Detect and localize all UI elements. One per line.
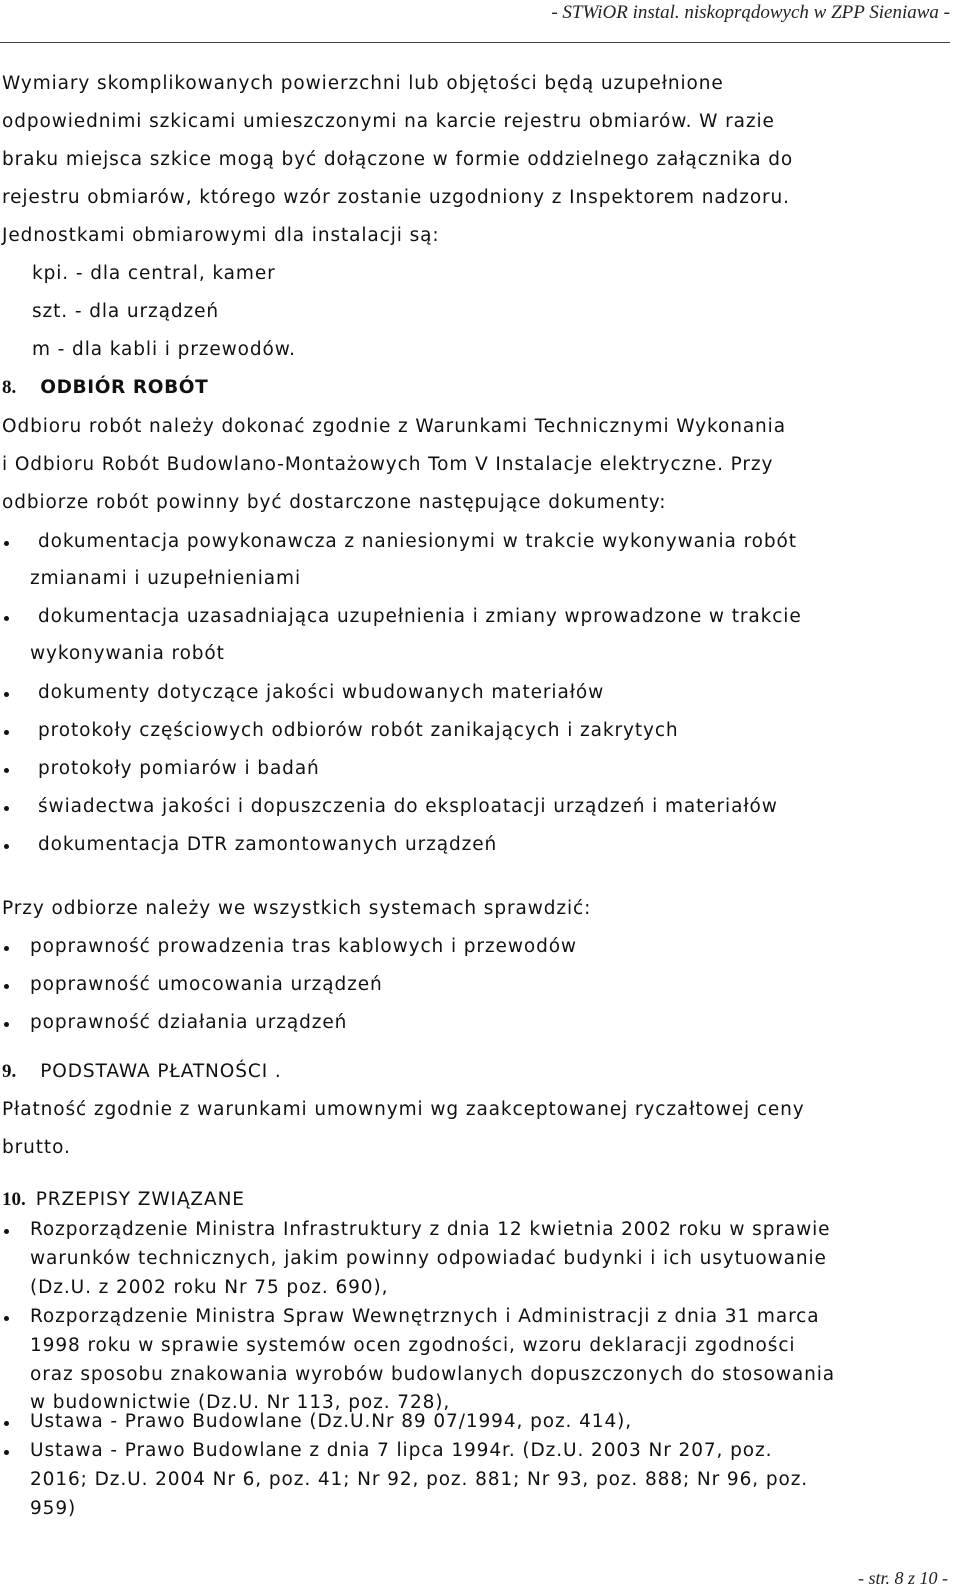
- unit-item: szt. - dla urządzeń: [32, 301, 220, 322]
- bullet-icon: [4, 1229, 9, 1234]
- regulation-item: Rozporządzenie Ministra Infrastruktury z dnia 12 kwietnia 2002 roku w sprawie: [30, 1219, 831, 1240]
- section-heading-8: [2, 376, 208, 400]
- page-header: - STWiOR instal. niskoprądowych w ZPP Sieniawa -: [551, 2, 950, 23]
- bullet-icon: [4, 541, 9, 546]
- section-number: 9.: [2, 1061, 17, 1082]
- regulation-item-cont: oraz sposobu znakowania wyrobów budowlanych dopuszczonych do stosowania: [30, 1364, 836, 1385]
- regulation-item: Ustawa - Prawo Budowlane (Dz.U.Nr 89 07/1994, poz. 414),: [30, 1411, 633, 1432]
- bullet-icon: [4, 730, 9, 735]
- document-item: dokumentacja DTR zamontowanych urządzeń: [38, 834, 498, 855]
- document-item: świadectwa jakości i dopuszczenia do eksploatacji urządzeń i materiałów: [38, 796, 778, 817]
- intro-line: odpowiednimi szkicami umieszczonymi na karcie rejestru obmiarów. W razie: [2, 111, 775, 132]
- section8-para-line: odbiorze robót powinny być dostarczone następujące dokumenty:: [2, 492, 667, 513]
- unit-item: m - dla kabli i przewodów.: [32, 339, 296, 360]
- bullet-icon: [4, 616, 9, 621]
- section-title: ODBIÓR ROBÓT: [40, 377, 209, 398]
- regulation-item: Rozporządzenie Ministra Spraw Wewnętrznych i Administracji z dnia 31 marca: [30, 1306, 820, 1327]
- document-item: protokoły częściowych odbiorów robót zanikających i zakrytych: [38, 720, 679, 741]
- regulation-item-cont: (Dz.U. z 2002 roku Nr 75 poz. 690),: [30, 1277, 389, 1298]
- check-intro: Przy odbiorze należy we wszystkich systemach sprawdzić:: [2, 898, 592, 919]
- document-item-cont: zmianami i uzupełnieniami: [30, 568, 301, 589]
- bullet-icon: [4, 692, 9, 697]
- unit-item: kpi. - dla central, kamer: [32, 263, 276, 284]
- section-number: 10.: [2, 1189, 26, 1210]
- section9-para-line: Płatność zgodnie z warunkami umownymi wg zaakceptowanej ryczałtowej ceny: [2, 1099, 805, 1120]
- document-item: dokumenty dotyczące jakości wbudowanych materiałów: [38, 682, 605, 703]
- document-item-cont: wykonywania robót: [30, 643, 225, 664]
- intro-line: braku miejsca szkice mogą być dołączone w formie oddzielnego załącznika do: [2, 149, 794, 170]
- document-item: dokumentacja powykonawcza z naniesionymi w trakcie wykonywania robót: [38, 531, 797, 552]
- regulation-item-cont: 959): [30, 1498, 77, 1519]
- header-rule: [0, 42, 950, 43]
- section-number: 8.: [2, 377, 17, 398]
- page-number: - str. 8 z 10 -: [857, 1568, 948, 1588]
- section8-para-line: Odbioru robót należy dokonać zgodnie z Warunkami Technicznymi Wykonania: [2, 416, 786, 437]
- intro-line: Wymiary skomplikowanych powierzchni lub objętości będą uzupełnione: [2, 73, 724, 94]
- regulation-item: Ustawa - Prawo Budowlane z dnia 7 lipca 1994r. (Dz.U. 2003 Nr 207, poz.: [30, 1440, 773, 1461]
- document-item: dokumentacja uzasadniająca uzupełnienia i zmiany wprowadzone w trakcie: [38, 606, 802, 627]
- check-item: poprawność działania urządzeń: [30, 1012, 348, 1033]
- bullet-icon: [4, 768, 9, 773]
- section-title: PODSTAWA PŁATNOŚCI .: [40, 1061, 282, 1082]
- bullet-icon: [4, 984, 9, 989]
- bullet-icon: [4, 844, 9, 849]
- section-heading-10: [2, 1188, 245, 1212]
- intro-line: Jednostkami obmiarowymi dla instalacji są:: [2, 225, 440, 246]
- bullet-icon: [4, 946, 9, 951]
- intro-line: rejestru obmiarów, którego wzór zostanie uzgodniony z Inspektorem nadzoru.: [2, 187, 790, 208]
- bullet-icon: [4, 1022, 9, 1027]
- regulation-item-cont: warunków technicznych, jakim powinny odpowiadać budynki i ich usytuowanie: [30, 1248, 827, 1269]
- section8-para-line: i Odbioru Robót Budowlano-Montażowych Tom V Instalacje elektryczne. Przy: [2, 454, 774, 475]
- bullet-icon: [4, 806, 9, 811]
- section9-para-line: brutto.: [2, 1137, 71, 1158]
- bullet-icon: [4, 1316, 9, 1321]
- regulation-item-cont: 2016; Dz.U. 2004 Nr 6, poz. 41; Nr 92, poz. 881; Nr 93, poz. 888; Nr 96, poz.: [30, 1469, 809, 1490]
- document-item: protokoły pomiarów i badań: [38, 758, 320, 779]
- section-heading-9: [2, 1060, 282, 1084]
- regulation-item-cont: w budownictwie (Dz.U. Nr 113, poz. 728),: [30, 1392, 451, 1413]
- bullet-icon: [4, 1421, 9, 1426]
- regulation-item-cont: 1998 roku w sprawie systemów ocen zgodności, wzoru deklaracji zgodności: [30, 1335, 796, 1356]
- check-item: poprawność umocowania urządzeń: [30, 974, 383, 995]
- check-item: poprawność prowadzenia tras kablowych i przewodów: [30, 936, 577, 957]
- section-title: PRZEPISY ZWIĄZANE: [35, 1189, 245, 1210]
- bullet-icon: [4, 1450, 9, 1455]
